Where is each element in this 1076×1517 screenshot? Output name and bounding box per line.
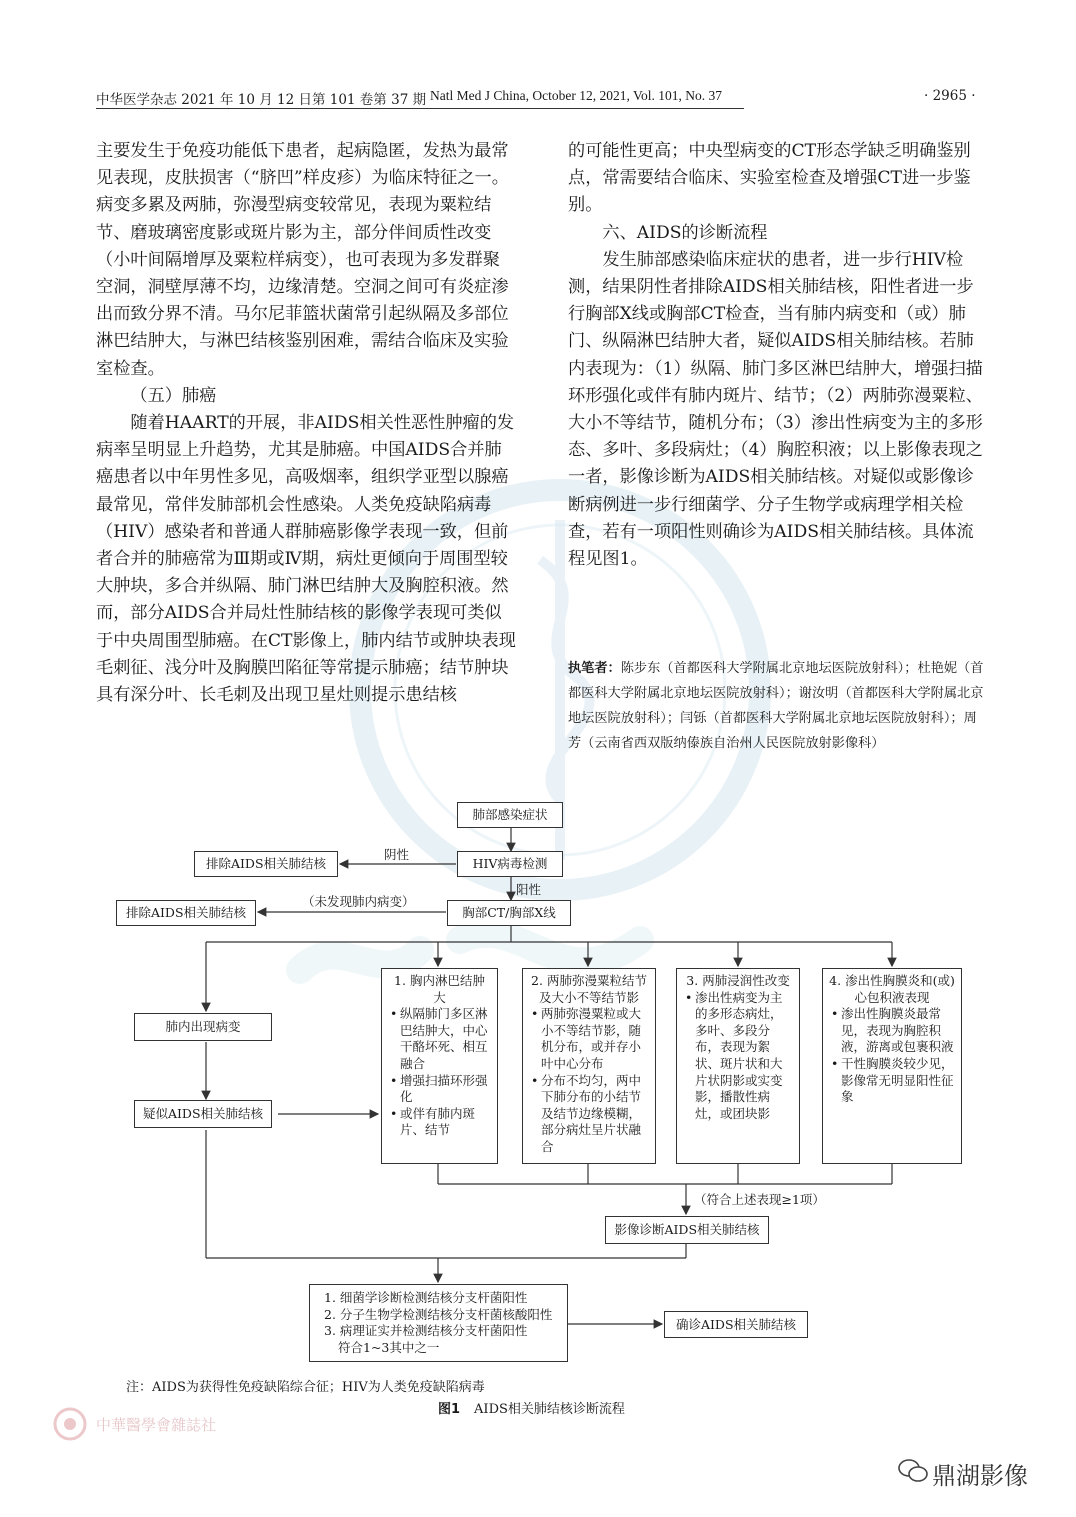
- authors-text: 陈步东（首都医科大学附属北京地坛医院放射科）；杜艳妮（首都医科大学附属北京地坛医院放射科）；谢汝明（首都医科大学附属北京地坛医院放射科）；闫铄（首都医科大学附属北京地坛医院放射科）；周芳（云南省西双版纳傣族自治州人民医院放射影像科）: [568, 661, 984, 751]
- flow-exclude-negative: 排除AIDS相关肺结核: [194, 851, 338, 877]
- paragraph-ct-diff: 的可能性更高；中央型病变的CT形态学缺乏明确鉴别点，常需要结合临床、实验室检查及增强CT进一步鉴别。: [568, 141, 971, 216]
- lab-criterion-molecular: 2. 分子生物学检测结核分支杆菌核酸阳性: [324, 1306, 553, 1322]
- lab-criterion-pathology: 3. 病理证实并检测结核分支杆菌阳性: [324, 1323, 528, 1338]
- lab-criterion-bacteriology: 1. 细菌学诊断检测结核分支杆菌阳性: [324, 1290, 528, 1305]
- paragraph-fungal: 主要发生于免疫功能低下患者，起病隐匿，发热为最常见表现，皮肤损害（“脐凹”样皮疹）为临床特征之一。病变多累及两肺，弥漫型病变较常见，表现为粟粒结节、磨玻璃密度影或斑片影为主，部分伴间质性改变（小叶间隔增厚及粟粒样病变），也可表现为多发群聚空洞，洞壁厚薄不均，边缘清楚。空洞之间可有炎症渗出而致分界不清。马尔尼菲篮状菌常引起纵隔及多部位淋巴结肿大，与淋巴结核鉴别困难，需结合临床及实验室检查。: [96, 141, 509, 379]
- figure-number: 图1: [438, 1402, 461, 1417]
- lab-criterion-rule: 符合1~3其中之一: [338, 1339, 440, 1355]
- flow-criteria-lymph: [381, 968, 498, 1164]
- figure-note: 注：AIDS为获得性免疫缺陷综合征；HIV为人类免疫缺陷病毒: [126, 1380, 485, 1395]
- wechat-icon: [898, 1458, 928, 1484]
- flow-positive-label: 阳性: [516, 882, 542, 897]
- figure-caption: [438, 1398, 625, 1417]
- flow-confirmed-tb: 确诊AIDS相关肺结核: [664, 1311, 808, 1338]
- criteria-effusion-title: 4. 渗出性胸膜炎和(或)心包积液表现: [829, 973, 955, 1005]
- brand-watermark: 鼎湖影像: [932, 1462, 1028, 1490]
- section-heading-lung-cancer: （五）肺癌: [130, 385, 217, 406]
- criteria-miliary-item: • 分布不均匀，两中下肺分布的小结节及结节边缘模糊，部分病灶呈片状融合: [541, 1073, 649, 1156]
- criteria-effusion-item: • 渗出性胸膜炎最常见，表现为胸腔积液，游离或包裹积液: [841, 1006, 955, 1056]
- paragraph-lung-cancer: 随着HAART的开展，非AIDS相关性恶性肿瘤的发病率呈明显上升趋势，尤其是肺癌。中国AIDS合并肺癌患者以中年男性多见，高吸烟率，组织学亚型以腺癌最常见，常伴发肺部机会性感染。人类免疫缺陷病毒（HIV）感染者和普通人群肺癌影像学表现一致，但前者合并的肺癌常为Ⅲ期或Ⅳ期，病灶更倾向于周围型较大肿块，多合并纵隔、肺门淋巴结肿大及胸腔积液。然而，部分AIDS合并局灶性肺结核的影像学表现可类似于中央周围型肺癌。在CT影像上，肺内结节或肿块表现毛刺征、浅分叶及胸膜凹陷征等常提示肺癌；结节肿块具有深分叶、长毛刺及出现卫星灶则提示患结核: [96, 413, 516, 706]
- criteria-lymph-item: • 纵隔肺门多区淋巴结肿大，中心干酪坏死、相互融合: [400, 1006, 491, 1072]
- flow-chest-imaging: 胸部CT/胸部X线: [447, 900, 571, 926]
- paragraph-diagnosis-process: 发生肺部感染临床症状的患者，进一步行HIV检测，结果阴性者排除AIDS相关肺结核，阳性者进一步行胸部X线或胸部CT检查，当有肺内病变和（或）肺门、纵隔淋巴结肿大者，疑似AIDS相关肺结核。若肺内表现为：（1）纵隔、肺门多区淋巴结肿大，增强扫描环形强化或伴有肺内斑片、结节；（2）两肺弥漫粟粒、大小不等结节，随机分布；（3）渗出性病变为主的多形态、多叶、多段病灶；（4）胸腔积液；以上影像表现之一者，影像诊断为AIDS相关肺结核。对疑似或影像诊断病例进一步行细菌学、分子生物学或病理学相关检查，若有一项阳性则确诊为AIDS相关肺结核。具体流程见图1。: [568, 249, 983, 570]
- flow-imaging-diagnosis: 影像诊断AIDS相关肺结核: [605, 1216, 769, 1244]
- flow-criteria-infiltrate: [676, 968, 800, 1164]
- page-number: · 2965 ·: [924, 88, 976, 104]
- flow-lab-confirmation: [309, 1284, 568, 1362]
- flow-start-symptoms: 肺部感染症状: [457, 802, 563, 828]
- journal-header-cn: 中华医学杂志 2021 年 10 月 12 日第 101 卷第 37 期: [96, 92, 427, 108]
- flow-negative-label: 阴性: [384, 847, 410, 862]
- section-heading-diagnosis: 六、AIDS的诊断流程: [602, 222, 768, 243]
- figure-title: AIDS相关肺结核诊断流程: [474, 1402, 625, 1417]
- criteria-lymph-item: • 或伴有肺内斑片、结节: [400, 1106, 491, 1139]
- authors-label: 执笔者：: [568, 661, 621, 676]
- criteria-miliary-title: 2. 两肺弥漫粟粒结节及大小不等结节影: [531, 973, 647, 1005]
- flow-criteria-miliary: [522, 968, 656, 1164]
- publisher-watermark: 中華醫學會雜誌社: [96, 1416, 217, 1434]
- publisher-logo-icon: [52, 1406, 88, 1442]
- flow-suspected-tb: 疑似AIDS相关肺结核: [134, 1100, 272, 1128]
- criteria-infiltrate-item: • 渗出性病变为主的多形态病灶，多叶、多段分布，表现为絮状、斑片状和大片状阴影或实变影，播散性病灶，或团块影: [695, 990, 793, 1123]
- flow-lung-lesion: 肺内出现病变: [134, 1013, 272, 1041]
- flow-exclude-no-lesion: 排除AIDS相关肺结核: [116, 900, 256, 926]
- criteria-miliary-item: • 两肺弥漫粟粒或大小不等结节影，随机分布，或并存小叶中心分布: [541, 1006, 649, 1072]
- criteria-lymph-title: 1. 胸内淋巴结肿大: [394, 973, 485, 1005]
- flow-criteria-effusion: [822, 968, 962, 1164]
- flow-hiv-test: HIV病毒检测: [457, 851, 563, 877]
- journal-header-en: Natl Med J China, October 12, 2021, Vol. 101, No. 37: [430, 88, 722, 103]
- criteria-infiltrate-title: 3. 两肺浸润性改变: [686, 973, 790, 988]
- flow-no-lesion-label: （未发现肺内病变）: [302, 894, 415, 909]
- flow-criteria-label: （符合上述表现≥1项）: [694, 1192, 825, 1207]
- criteria-effusion-item: • 干性胸膜炎较少见，影像常无明显阳性征象: [841, 1056, 955, 1106]
- criteria-lymph-item: • 增强扫描环形强化: [400, 1073, 491, 1106]
